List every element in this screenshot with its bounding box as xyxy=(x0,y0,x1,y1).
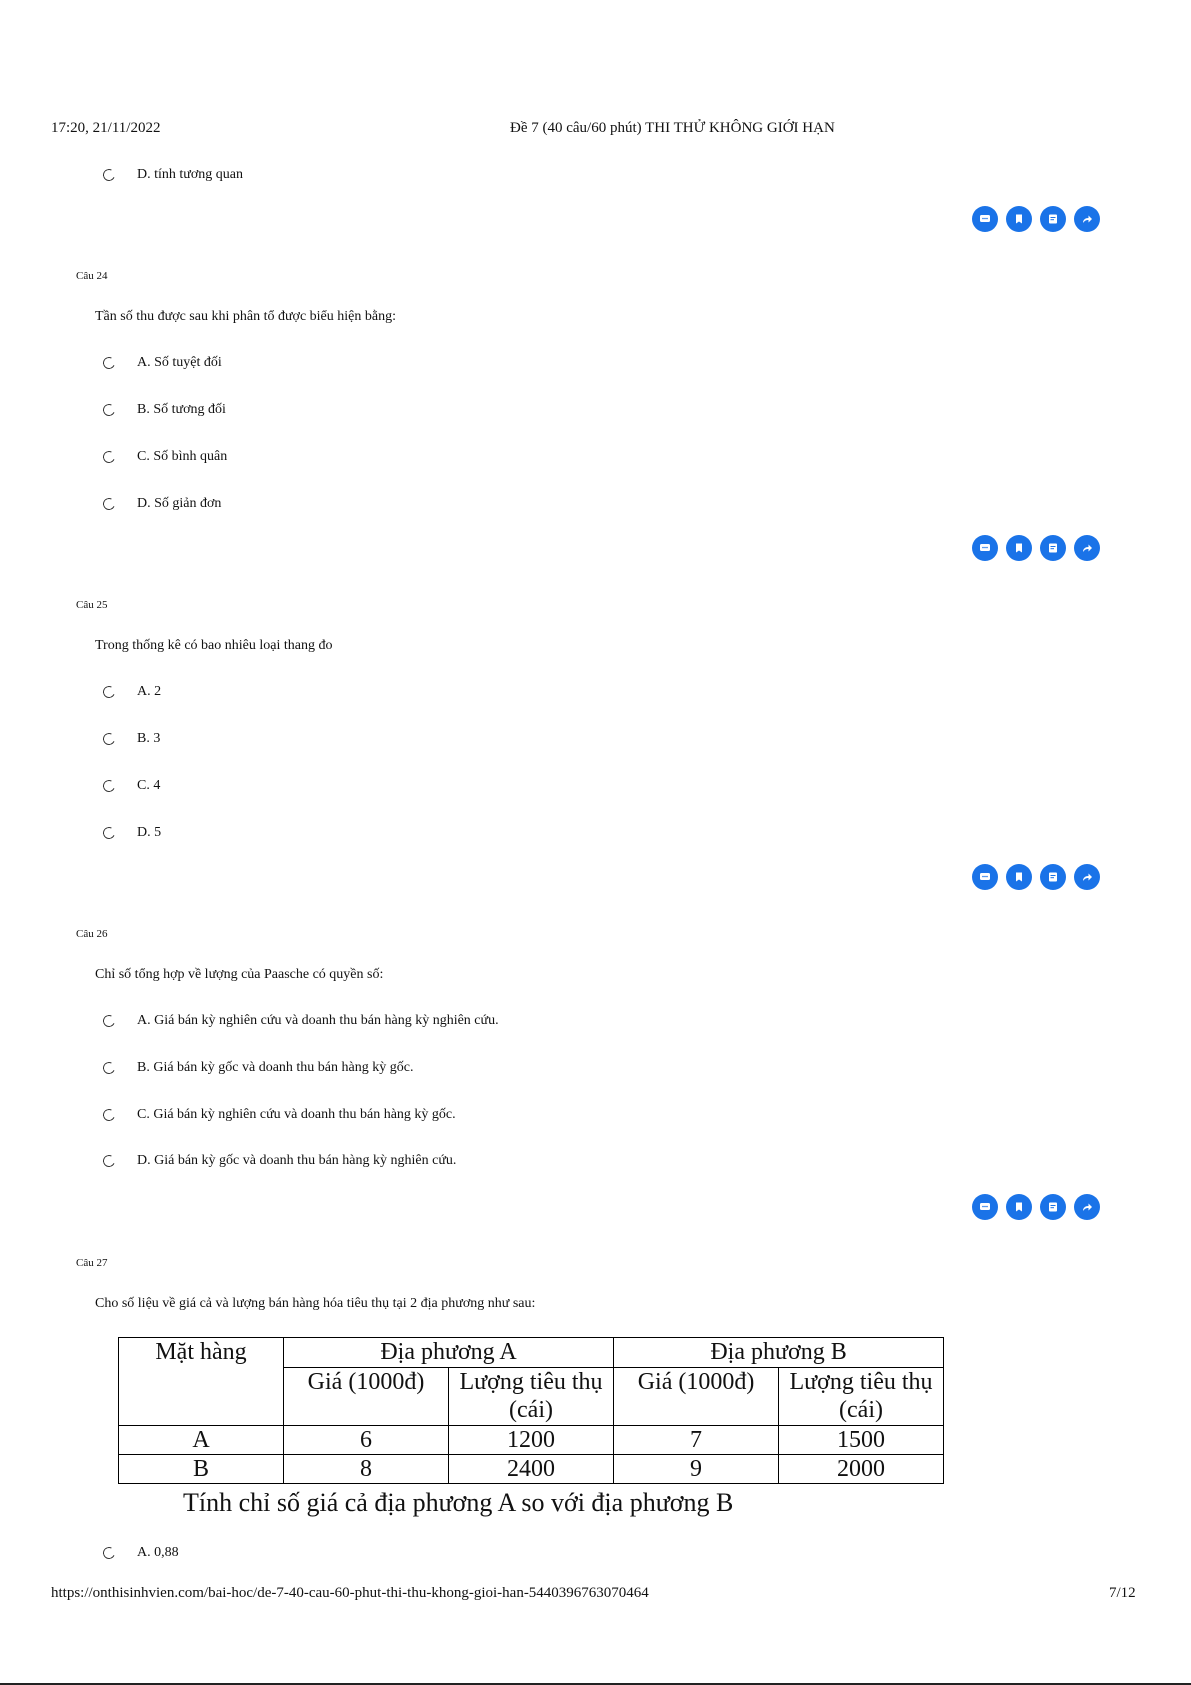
answer-option[interactable]: B. Số tương đối xyxy=(103,400,226,420)
radio-icon[interactable] xyxy=(101,778,116,793)
answer-option[interactable]: C. 4 xyxy=(103,776,160,796)
question-text: Tần số thu được sau khi phân tổ được biểu hiện bằng: xyxy=(95,309,396,324)
table-cell: 2400 xyxy=(449,1455,614,1484)
radio-icon[interactable] xyxy=(101,1545,116,1560)
comment-icon[interactable] xyxy=(972,864,998,890)
question-toolbar xyxy=(972,1194,1100,1220)
table-subheader-qty: Lượng tiêu thụ (cái) xyxy=(779,1368,944,1426)
answer-option[interactable]: A. Giá bán kỳ nghiên cứu và doanh thu bán hàng kỳ nghiên cứu. xyxy=(103,1011,499,1031)
comment-icon[interactable] xyxy=(972,206,998,232)
question-toolbar xyxy=(972,206,1100,232)
comment-icon[interactable] xyxy=(972,535,998,561)
note-icon[interactable] xyxy=(1040,1194,1066,1220)
question-number: Câu 27 xyxy=(76,1257,108,1269)
answer-option[interactable]: D. Giá bán kỳ gốc và doanh thu bán hàng kỳ nghiên cứu. xyxy=(103,1151,456,1171)
share-icon[interactable] xyxy=(1074,1194,1100,1220)
page-title: Đề 7 (40 câu/60 phút) THI THỬ KHÔNG GIỚI HẠN xyxy=(510,120,835,136)
radio-icon[interactable] xyxy=(101,496,116,511)
question-number: Câu 25 xyxy=(76,599,108,611)
print-datetime: 17:20, 21/11/2022 xyxy=(51,120,161,136)
table-row xyxy=(119,1426,944,1455)
share-icon[interactable] xyxy=(1074,206,1100,232)
note-icon[interactable] xyxy=(1040,535,1066,561)
table-row xyxy=(119,1455,944,1484)
question-text: Trong thống kê có bao nhiêu loại thang đo xyxy=(95,638,333,653)
question-number: Câu 26 xyxy=(76,928,108,940)
bookmark-icon[interactable] xyxy=(1006,206,1032,232)
table-cell: A xyxy=(119,1426,284,1455)
answer-option[interactable]: B. Giá bán kỳ gốc và doanh thu bán hàng kỳ gốc. xyxy=(103,1058,413,1078)
answer-option[interactable]: C. Giá bán kỳ nghiên cứu và doanh thu bán hàng kỳ gốc. xyxy=(103,1105,456,1125)
comment-icon[interactable] xyxy=(972,1194,998,1220)
radio-icon[interactable] xyxy=(101,1060,116,1075)
radio-icon[interactable] xyxy=(101,825,116,840)
answer-option[interactable]: D. Số giản đơn xyxy=(103,494,221,514)
share-icon[interactable] xyxy=(1074,864,1100,890)
radio-icon[interactable] xyxy=(101,167,116,182)
radio-icon[interactable] xyxy=(101,1153,116,1168)
table-header-region-b: Địa phương B xyxy=(614,1338,944,1368)
table-subheader-qty: Lượng tiêu thụ (cái) xyxy=(449,1368,614,1426)
answer-option[interactable]: C. Số bình quân xyxy=(103,447,227,467)
radio-icon[interactable] xyxy=(101,684,116,699)
question-text: Chỉ số tổng hợp về lượng của Paasche có quyền số: xyxy=(95,967,384,982)
table-header-region-a: Địa phương A xyxy=(284,1338,614,1368)
data-table xyxy=(118,1337,944,1484)
answer-option[interactable]: A. 0,88 xyxy=(103,1543,179,1563)
table-cell: 1500 xyxy=(779,1426,944,1455)
question-number: Câu 24 xyxy=(76,270,108,282)
share-icon[interactable] xyxy=(1074,535,1100,561)
answer-option[interactable]: D. tính tương quan xyxy=(103,165,243,185)
answer-option[interactable]: A. 2 xyxy=(103,682,161,702)
question-text: Cho số liệu về giá cả và lượng bán hàng hóa tiêu thụ tại 2 địa phương như sau: xyxy=(95,1296,536,1311)
table-cell: 1200 xyxy=(449,1426,614,1455)
radio-icon[interactable] xyxy=(101,402,116,417)
note-icon[interactable] xyxy=(1040,206,1066,232)
table-cell: 6 xyxy=(284,1426,449,1455)
table-subheader-price: Giá (1000đ) xyxy=(284,1368,449,1426)
bookmark-icon[interactable] xyxy=(1006,535,1032,561)
table-cell: 7 xyxy=(614,1426,779,1455)
table-cell: 9 xyxy=(614,1455,779,1484)
table-cell: 8 xyxy=(284,1455,449,1484)
page-url: https://onthisinhvien.com/bai-hoc/de-7-40-cau-60-phut-thi-thu-khong-gioi-han-5440396763070464 xyxy=(51,1585,649,1601)
note-icon[interactable] xyxy=(1040,864,1066,890)
radio-icon[interactable] xyxy=(101,1107,116,1122)
bookmark-icon[interactable] xyxy=(1006,864,1032,890)
page-number: 7/12 xyxy=(1109,1585,1136,1601)
radio-icon[interactable] xyxy=(101,1013,116,1028)
table-subheader-price: Giá (1000đ) xyxy=(614,1368,779,1426)
answer-option[interactable]: B. 3 xyxy=(103,729,160,749)
answer-option[interactable]: D. 5 xyxy=(103,823,161,843)
radio-icon[interactable] xyxy=(101,355,116,370)
table-cell: B xyxy=(119,1455,284,1484)
table-caption: Tính chỉ số giá cả địa phương A so với địa phương B xyxy=(183,1488,734,1517)
question-toolbar xyxy=(972,864,1100,890)
table-cell: 2000 xyxy=(779,1455,944,1484)
radio-icon[interactable] xyxy=(101,449,116,464)
radio-icon[interactable] xyxy=(101,731,116,746)
table-header-item: Mặt hàng xyxy=(119,1338,284,1426)
answer-option[interactable]: A. Số tuyệt đối xyxy=(103,353,222,373)
bookmark-icon[interactable] xyxy=(1006,1194,1032,1220)
question-toolbar xyxy=(972,535,1100,561)
